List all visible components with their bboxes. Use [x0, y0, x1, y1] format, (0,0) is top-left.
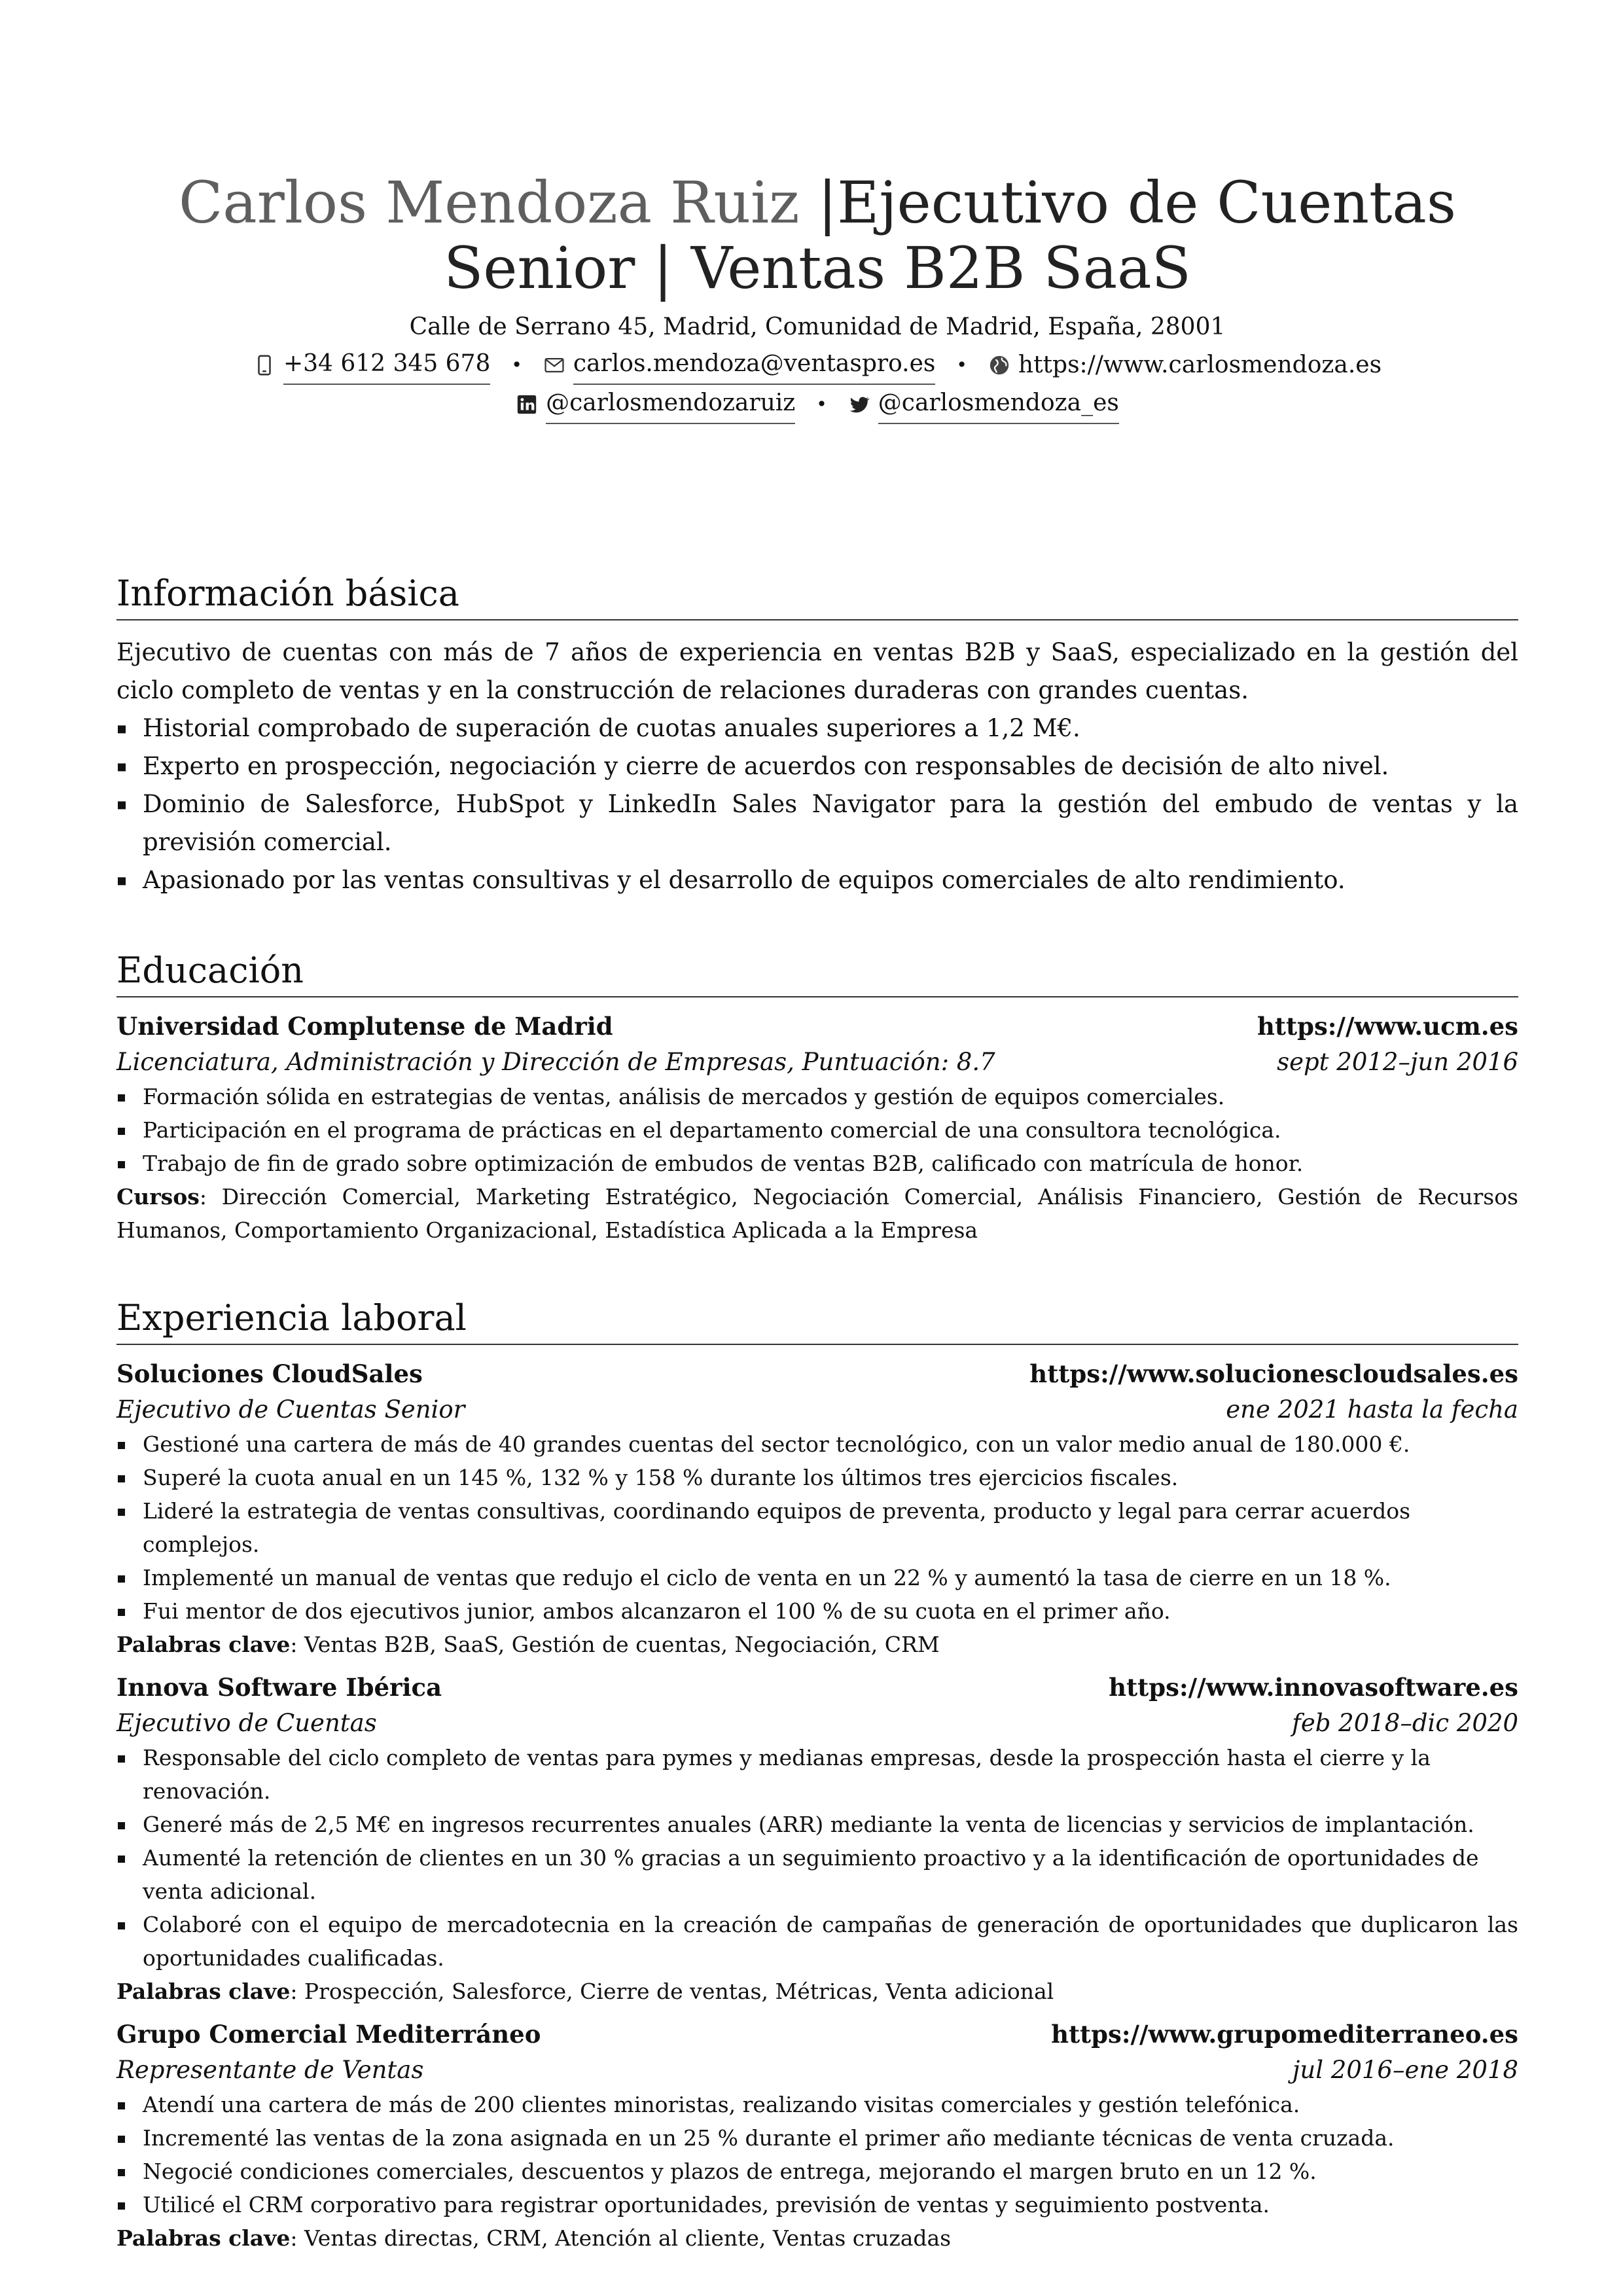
keywords-label: Palabras clave: [116, 1979, 291, 2004]
entry-header: [116, 1008, 1518, 1045]
list-item: Generé más de 2,5 M€ en ingresos recurrentes anuales (ARR) mediante la venta de licencias y servicios de implantación.: [116, 1808, 1518, 1841]
entry-subheader: [116, 1045, 1518, 1080]
company-name: Soluciones CloudSales: [116, 1359, 423, 1388]
list-item: Responsable del ciclo completo de ventas para pymes y medianas empresas, desde la prospección hasta el cierre y la renovación.: [116, 1741, 1518, 1808]
list-item: Aumenté la retención de clientes en un 30 % gracias a un seguimiento proactivo y a la identificación de oportunidades de venta adicional.: [116, 1841, 1518, 1908]
entry-header: [116, 1669, 1518, 1706]
globe-icon: [988, 354, 1010, 376]
keywords-label: Palabras clave: [116, 1632, 291, 1657]
email-link[interactable]: carlos.mendoza@ventaspro.es: [573, 346, 935, 385]
list-item: Superé la cuota anual en un 145 %, 132 % y 158 % durante los últimos tres ejercicios fiscales.: [116, 1461, 1518, 1494]
institution-url[interactable]: https://www.ucm.es: [1257, 1012, 1518, 1041]
list-item: Lideré la estrategia de ventas consultivas, coordinando equipos de preventa, producto y legal para cerrar acuerdos complejos.: [116, 1494, 1518, 1561]
job-dates: ene 2021 hasta la fecha: [1226, 1395, 1518, 1424]
linkedin-contact[interactable]: [516, 385, 795, 424]
separator-dot: •: [956, 354, 967, 376]
keywords-list: : Ventas directas, CRM, Atención al cliente, Ventas cruzadas: [290, 2225, 952, 2251]
header-spacer: [116, 424, 1518, 522]
courses-label: Cursos: [116, 1184, 200, 1210]
courses-line: [116, 1180, 1518, 1247]
job-role: Ejecutivo de Cuentas Senior: [116, 1395, 465, 1424]
job-entry: [116, 1669, 1518, 2008]
candidate-headline: Ejecutivo de Cuentas Senior | Ventas B2B SaaS: [444, 169, 1457, 302]
entry-subheader: [116, 1392, 1518, 1427]
list-item: Negocié condiciones comerciales, descuentos y plazos de entrega, mejorando el margen bruto en un 12 %.: [116, 2155, 1518, 2188]
entry-header: [116, 1355, 1518, 1392]
list-item: Formación sólida en estrategias de ventas, análisis de mercados y gestión de equipos comerciales.: [116, 1080, 1518, 1113]
contact-line-1: [116, 346, 1518, 385]
institution-name: Universidad Complutense de Madrid: [116, 1012, 613, 1041]
list-item: Historial comprobado de superación de cuotas anuales superiores a 1,2 M€.: [116, 709, 1518, 747]
company-name: Grupo Comercial Mediterráneo: [116, 2020, 541, 2049]
job-bullets: [116, 1427, 1518, 1628]
education-dates: sept 2012–jun 2016: [1277, 1048, 1518, 1076]
section-title-experience: Experiencia laboral: [116, 1295, 1518, 1345]
resume-header: [116, 170, 1518, 424]
courses-list: : Dirección Comercial, Marketing Estratégico, Negociación Comercial, Análisis Financiero, Gestión de Recursos Humanos, Comportamiento Organizacional, Estadística Aplicada a la Empresa: [116, 1184, 1518, 1243]
company-url[interactable]: https://www.solucionescloudsales.es: [1029, 1359, 1518, 1388]
email-contact[interactable]: [543, 346, 935, 385]
title-separator: |: [817, 169, 838, 236]
education-entry: [116, 1008, 1518, 1247]
phone-link[interactable]: +34 612 345 678: [283, 346, 490, 385]
twitter-contact[interactable]: [848, 385, 1119, 424]
section-education: [116, 948, 1518, 1247]
company-name: Innova Software Ibérica: [116, 1673, 442, 1702]
job-bullets: [116, 1741, 1518, 1975]
list-item: Trabajo de fin de grado sobre optimización de embudos de ventas B2B, calificado con matrícula de honor.: [116, 1147, 1518, 1180]
twitter-link[interactable]: @carlosmendoza_es: [878, 385, 1119, 424]
list-item: Atendí una cartera de más de 200 clientes minoristas, realizando visitas comerciales y gestión telefónica.: [116, 2088, 1518, 2121]
separator-dot: •: [816, 393, 827, 415]
list-item: Gestioné una cartera de más de 40 grandes cuentas del sector tecnológico, con un valor medio anual de 180.000 €.: [116, 1427, 1518, 1461]
entry-subheader: [116, 1706, 1518, 1741]
list-item: Apasionado por las ventas consultivas y el desarrollo de equipos comerciales de alto rendimiento.: [116, 861, 1518, 899]
education-bullets: [116, 1080, 1518, 1180]
website-contact[interactable]: [988, 347, 1382, 384]
list-item: Colaboré con el equipo de mercadotecnia en la creación de campañas de generación de oportunidades que duplicaron las oportunidades cualificadas.: [116, 1908, 1518, 1975]
section-basic-info: [116, 571, 1518, 899]
degree: Licenciatura, Administración y Dirección de Empresas, Puntuación: 8.7: [116, 1048, 995, 1076]
page-title: [116, 170, 1518, 301]
contact-line-2: [116, 385, 1518, 424]
keywords-line: [116, 2221, 1518, 2255]
job-entry: [116, 2016, 1518, 2255]
job-bullets: [116, 2088, 1518, 2221]
summary-text: Ejecutivo de cuentas con más de 7 años de experiencia en ventas B2B y SaaS, especializado en la gestión del ciclo completo de ventas y en la construcción de relaciones duraderas con grandes cuentas.: [116, 638, 1518, 704]
keywords-line: [116, 1975, 1518, 2008]
candidate-name: Carlos Mendoza Ruiz: [178, 169, 800, 236]
list-item: Participación en el programa de prácticas en el departamento comercial de una consultora tecnológica.: [116, 1113, 1518, 1147]
linkedin-link[interactable]: @carlosmendozaruiz: [546, 385, 795, 424]
job-role: Ejecutivo de Cuentas: [116, 1709, 377, 1737]
keywords-list: : Ventas B2B, SaaS, Gestión de cuentas, Negociación, CRM: [290, 1632, 940, 1657]
job-dates: feb 2018–dic 2020: [1292, 1709, 1518, 1737]
envelope-icon: [543, 354, 565, 376]
section-title-basic-info: Información básica: [116, 571, 1518, 620]
list-item: Incrementé las ventas de la zona asignada en un 25 % durante el primer año mediante técnicas de venta cruzada.: [116, 2121, 1518, 2155]
twitter-bird-icon: [848, 393, 870, 416]
keywords-label: Palabras clave: [116, 2225, 291, 2251]
section-experience: [116, 1295, 1518, 2255]
website-link[interactable]: https://www.carlosmendoza.es: [1018, 351, 1382, 378]
list-item: Experto en prospección, negociación y cierre de acuerdos con responsables de decisión de alto nivel.: [116, 747, 1518, 785]
keywords-list: : Prospección, Salesforce, Cierre de ventas, Métricas, Venta adicional: [290, 1979, 1054, 2004]
list-item: Fui mentor de dos ejecutivos junior, ambos alcanzaron el 100 % de su cuota en el primer año.: [116, 1594, 1518, 1628]
company-url[interactable]: https://www.innovasoftware.es: [1109, 1673, 1518, 1702]
summary-block: [116, 634, 1518, 899]
section-title-education: Educación: [116, 948, 1518, 997]
list-item: Utilicé el CRM corporativo para registrar oportunidades, previsión de ventas y seguimiento postventa.: [116, 2188, 1518, 2221]
resume-page: [116, 170, 1518, 2255]
keywords-line: [116, 1628, 1518, 1661]
company-url[interactable]: https://www.grupomediterraneo.es: [1051, 2020, 1518, 2049]
linkedin-icon: [516, 393, 538, 416]
mobile-phone-icon: [253, 354, 276, 376]
entry-header: [116, 2016, 1518, 2053]
job-entry: [116, 1355, 1518, 1661]
entry-subheader: [116, 2053, 1518, 2088]
job-role: Representante de Ventas: [116, 2056, 424, 2084]
phone-contact[interactable]: [253, 346, 490, 385]
summary-bullets: [116, 709, 1518, 899]
job-dates: jul 2016–ene 2018: [1292, 2056, 1518, 2084]
address: Calle de Serrano 45, Madrid, Comunidad de Madrid, España, 28001: [409, 314, 1226, 340]
separator-dot: •: [511, 354, 522, 376]
list-item: Implementé un manual de ventas que redujo el ciclo de venta en un 22 % y aumentó la tasa de cierre en un 18 %.: [116, 1561, 1518, 1594]
list-item: Dominio de Salesforce, HubSpot y LinkedIn Sales Navigator para la gestión del embudo de ventas y la previsión comercial.: [116, 785, 1518, 861]
